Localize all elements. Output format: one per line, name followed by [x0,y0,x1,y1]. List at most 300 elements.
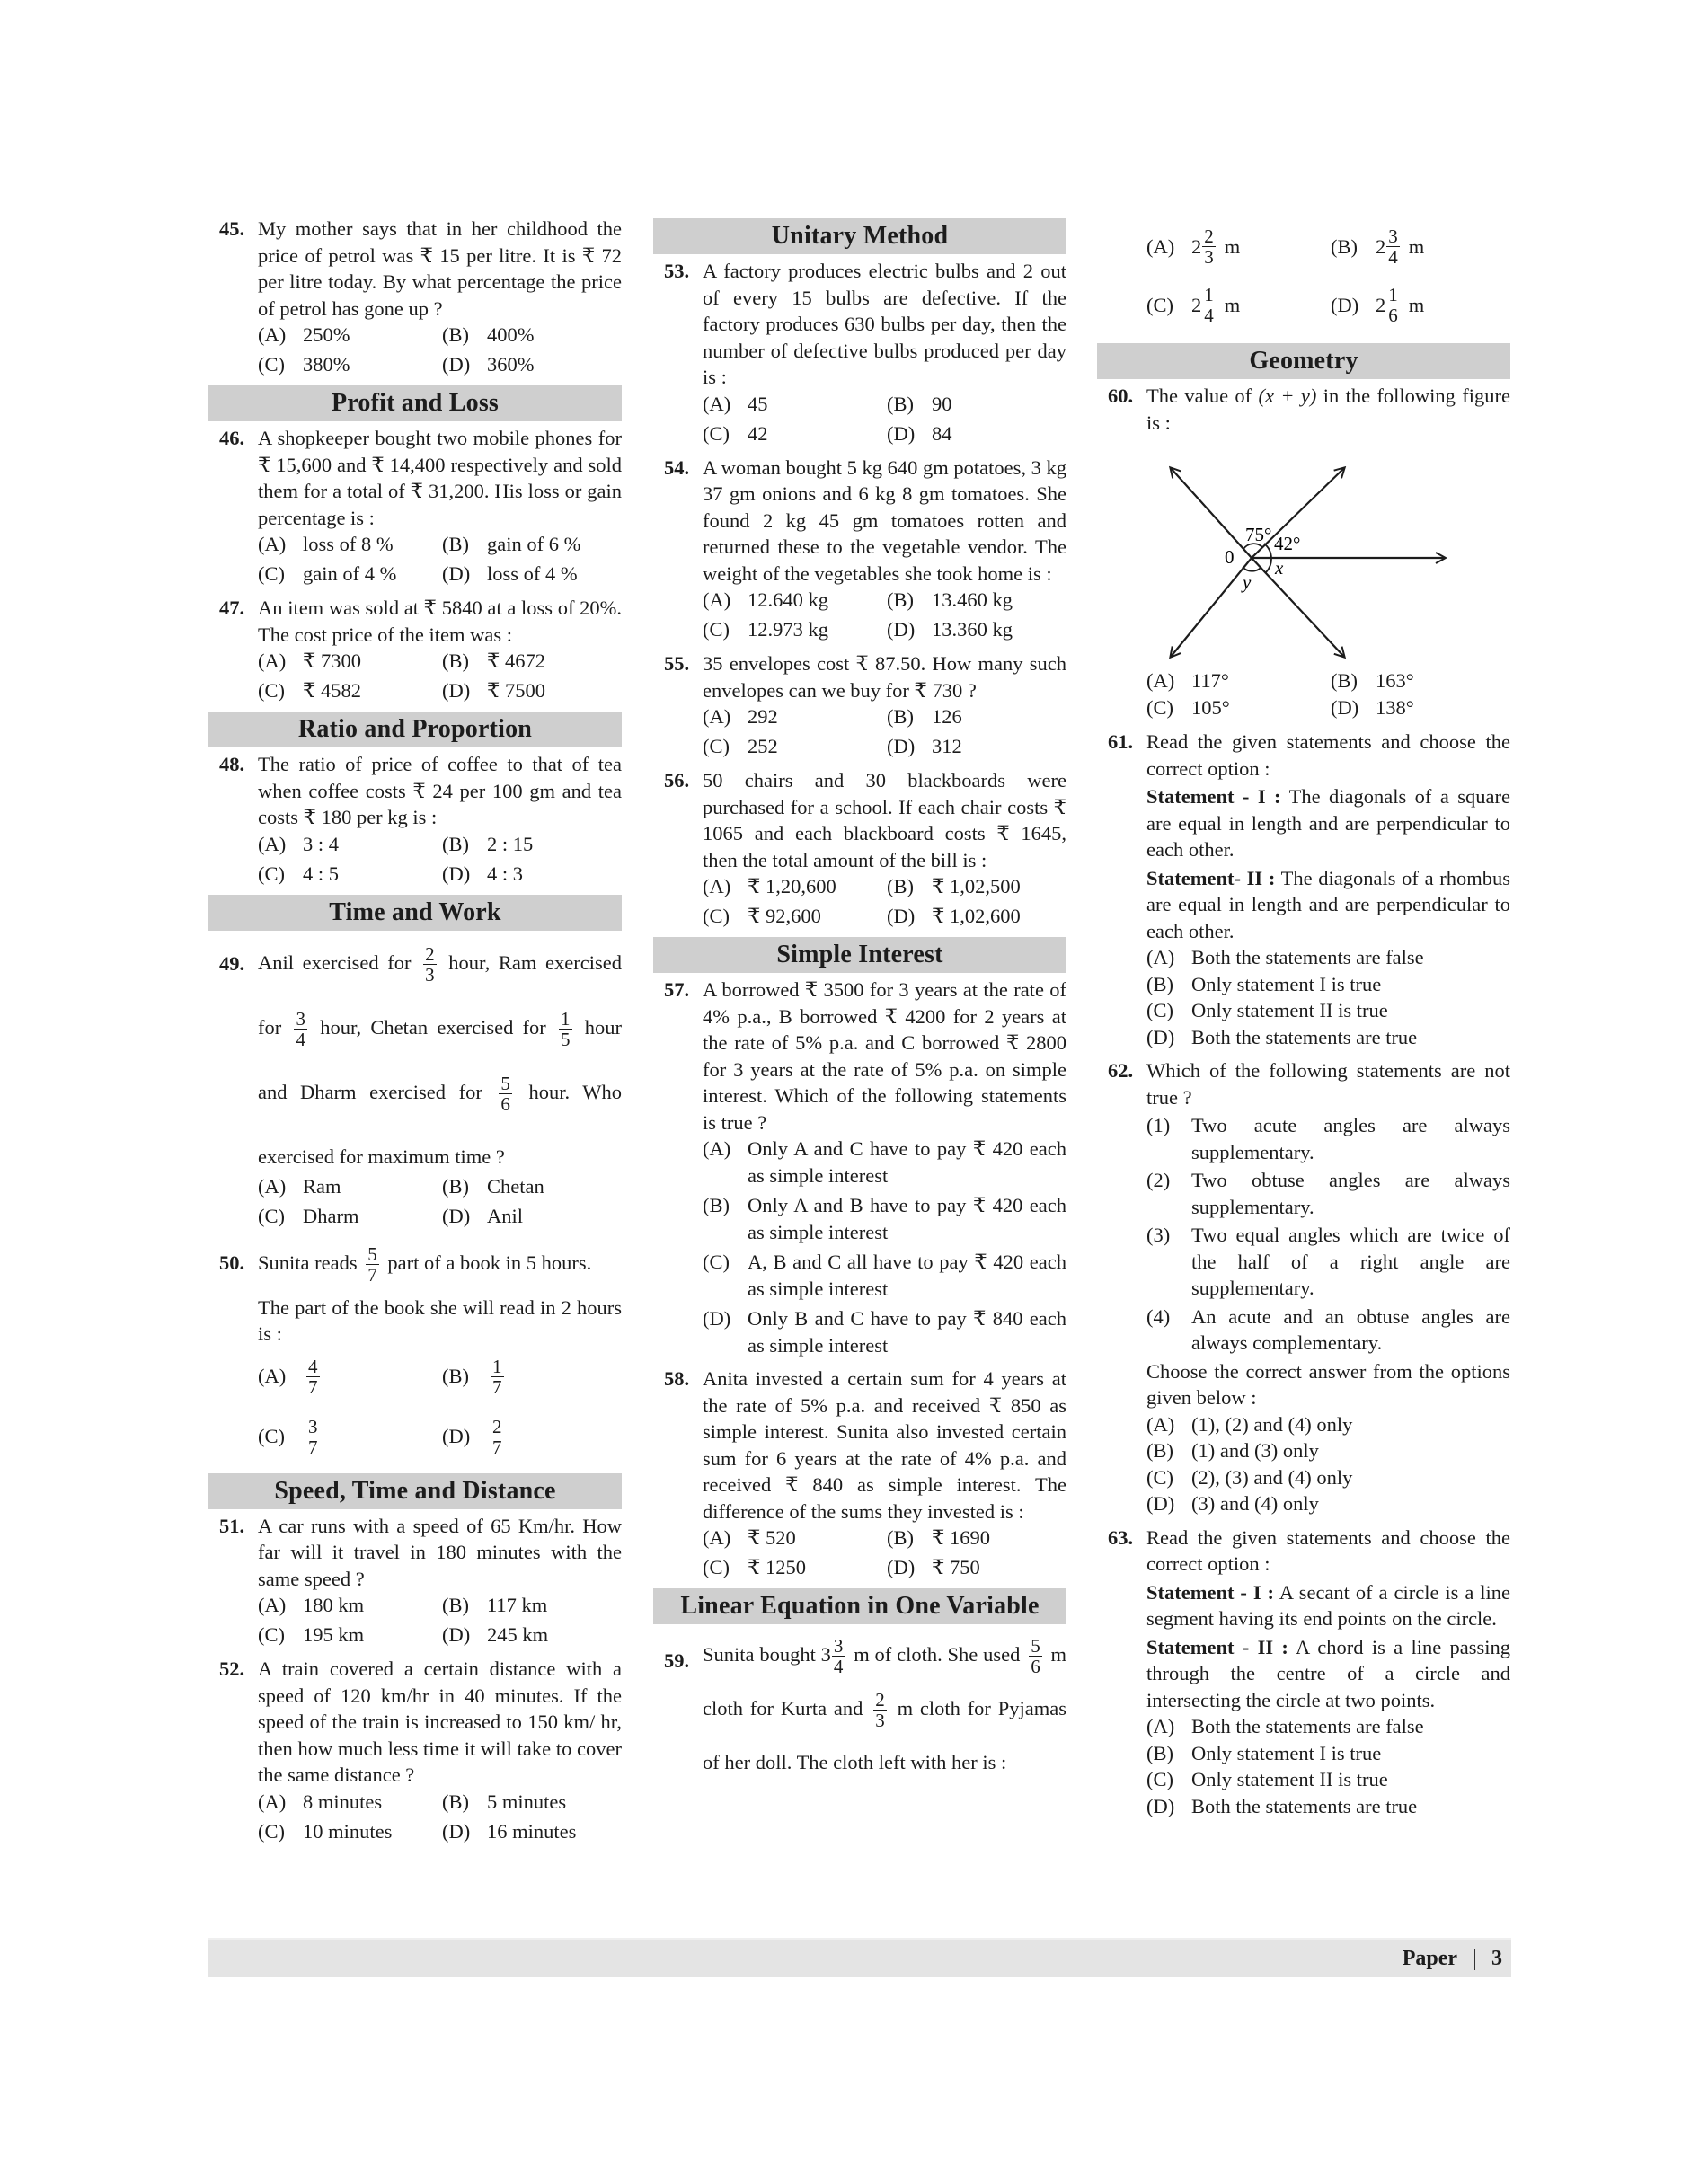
option-d[interactable] [1146,1793,1510,1820]
fraction-denominator: 7 [492,1375,502,1398]
options [703,1525,1066,1581]
option-label: (D) [887,905,916,927]
option-label: (A) [258,832,287,855]
option-text: 163° [1376,669,1414,692]
fraction [306,1417,320,1457]
question-46 [208,425,622,588]
question-number: 45. [219,217,245,240]
option-label: (B) [887,392,914,415]
question-number: 56. [664,769,690,791]
option-label: (D) [442,679,471,702]
question-number: 62. [1108,1059,1134,1082]
footer-label: Paper [1402,1947,1457,1970]
option-label: (A) [258,650,287,672]
question-text: The ratio of price of coffee to that of tea when coffee costs ₹ 24 per 100 gm and tea costs ₹ 180 per kg is : [258,753,622,828]
section-header-ratio-and-proportion: Ratio and Proportion [208,712,622,747]
option-a[interactable] [703,873,887,900]
option-text: 12.973 kg [748,618,828,641]
option-a[interactable] [258,1789,442,1816]
label-42: 42° [1274,533,1301,554]
options [258,1789,622,1845]
fraction-denominator: 4 [1204,305,1214,326]
fraction-numerator: 3 [308,1415,318,1437]
option-b[interactable] [887,1525,1071,1551]
option-text: Ram [303,1174,341,1198]
option-c[interactable] [258,1622,442,1649]
option-label: (B) [1146,1741,1173,1764]
option-label: (B) [442,1365,469,1387]
option-text: 4 : 3 [487,862,524,885]
option-text: 380% [303,353,350,376]
option-b[interactable] [1146,971,1510,998]
option-text: 117 km [487,1594,548,1616]
text-segment: hour, Ram exercised for [258,950,623,1039]
page-footer [208,1938,1511,1977]
unit: m [1224,293,1241,316]
line-nw-se [1171,468,1252,558]
option-text: ₹ 7300 [303,650,361,672]
unit: m [1408,234,1425,258]
option-d[interactable] [887,616,1071,643]
option-label: (B) [442,533,469,555]
text-segment: in the following figure is : [1146,385,1510,434]
option-a[interactable] [1146,226,1331,267]
option-label: (D) [442,562,471,585]
options [258,831,622,888]
statement-text: A chord is a line passing through the centre of a circle and intersecting the circle at two points. [1146,1635,1510,1711]
option-text: Both the statements are false [1191,946,1424,968]
text-segment: part of a book in 5 hours. [387,1251,592,1274]
option-label: (A) [703,392,731,415]
fraction-denominator: 4 [1388,246,1398,268]
question-number: 52. [219,1658,245,1680]
option-b[interactable] [887,703,1071,730]
option-text: 4 : 5 [303,862,340,885]
option-label: (A) [258,1365,287,1387]
question-60 [1097,383,1510,721]
fraction [1029,1636,1042,1676]
column-3 [1097,216,1510,1826]
option-d[interactable] [442,1818,626,1845]
question-number: 51. [219,1514,245,1537]
option-text: 105° [1191,696,1230,719]
fraction [366,1244,379,1285]
option-a[interactable] [703,587,887,614]
option-c[interactable] [258,1417,442,1457]
option-b[interactable] [442,1173,626,1200]
option-d[interactable] [1146,1490,1510,1517]
option-label: (A) [703,875,731,897]
question-49 [208,931,622,1230]
option-label: (C) [258,1819,285,1843]
option-text: loss of 4 % [487,562,578,585]
option-label: (C) [258,353,285,376]
label-75: 75° [1245,524,1272,545]
question-number: 50. [219,1251,245,1274]
option-text: ₹ 1250 [748,1556,806,1578]
unit: m [1224,234,1241,258]
option-b[interactable] [442,831,626,858]
text-segment: hour and Dharm exercised for [258,1015,623,1103]
text-segment: Sunita reads [258,1251,358,1274]
option-d[interactable] [1331,285,1510,325]
option-text: Both the statements are false [1191,1715,1424,1737]
fraction [1202,226,1216,267]
question-54 [653,455,1066,644]
option-text: 252 [748,735,778,757]
option-label: (D) [1331,696,1359,719]
option-d[interactable] [1331,694,1515,721]
options [1146,1713,1510,1819]
text-segment: m of cloth. She used [854,1643,1021,1666]
option-text: 3 : 4 [303,832,340,855]
option-text: ₹ 4672 [487,650,545,672]
option-b[interactable] [1146,1437,1510,1464]
option-text: 292 [748,705,778,728]
column-2 [653,218,1066,1797]
mixed-whole: 2 [1191,234,1202,258]
option-c[interactable] [1146,285,1331,325]
question-number: 47. [219,597,245,619]
question-number: 61. [1108,730,1134,753]
question-number: 59. [664,1649,690,1672]
text-segment: Anil exercised for [258,950,412,974]
option-label: (A) [1146,234,1175,258]
option-label: (B) [442,323,469,346]
question-text: A shopkeeper bought two mobile phones for ₹ 15,600 and ₹ 14,400 respectively and sold them for a total of ₹ 31,200. His loss or gain percentage is : [258,427,622,529]
option-d[interactable] [887,420,1071,447]
option-label: (D) [887,1556,916,1578]
option-d[interactable] [703,1305,1066,1358]
option-label: (B) [887,875,914,897]
option-label: (C) [1146,696,1173,719]
fraction-numerator: 2 [492,1415,502,1437]
section-header-unitary-method: Unitary Method [653,218,1066,254]
footer-divider [1474,1949,1476,1970]
option-d[interactable] [442,561,626,588]
fraction [1202,285,1216,325]
option-c[interactable] [258,561,442,588]
section-header-simple-interest: Simple Interest [653,937,1066,973]
options [258,531,622,588]
option-c[interactable] [703,616,887,643]
option-label: (B) [887,705,914,728]
option-b[interactable] [442,1357,626,1397]
question-number: 58. [664,1367,690,1390]
option-text: Only A and C have to pay ₹ 420 each as simple interest [748,1137,1066,1187]
section-header-profit-and-loss: Profit and Loss [208,385,622,421]
option-label: (C) [1146,1465,1173,1489]
item-label: (4) [1146,1304,1171,1328]
option-a[interactable] [1146,667,1331,694]
option-label: (B) [1146,972,1173,995]
option-a[interactable] [258,322,442,349]
fraction [873,1690,887,1730]
option-label: (D) [887,421,916,445]
fraction [1386,226,1400,267]
options [1146,944,1510,1050]
option-label: (D) [887,618,916,641]
option-text: ₹ 1,20,600 [748,875,836,897]
option-d[interactable] [442,1417,626,1457]
option-b[interactable] [887,391,1071,418]
option-c[interactable] [258,861,442,888]
options [703,1136,1066,1358]
option-c[interactable] [703,903,887,930]
option-label: (C) [1146,293,1173,316]
question-50 [208,1239,622,1457]
question-text: 50 chairs and 30 blackboards were purchased for a school. If each chair costs ₹ 1065 and each blackboard costs ₹ 1645, then the total amount of the bill is : [703,769,1066,871]
option-c[interactable] [703,1249,1066,1302]
fraction [832,1636,845,1676]
option-label: (B) [442,650,469,672]
option-c[interactable] [258,677,442,704]
option-text: ₹ 1690 [932,1526,990,1549]
question-number: 57. [664,978,690,1001]
option-b[interactable] [887,873,1071,900]
text-segment: Sunita bought [703,1643,816,1666]
fraction-numerator: 5 [367,1242,377,1265]
option-label: (D) [1331,293,1359,316]
fraction-denominator: 7 [308,1436,318,1458]
option-d[interactable] [442,351,626,378]
option-c[interactable] [703,733,887,760]
option-label: (A) [1146,946,1175,968]
option-b[interactable] [442,1789,626,1816]
fraction-numerator: 1 [1204,284,1214,305]
option-c[interactable] [703,1554,887,1581]
option-text: 138° [1376,696,1414,719]
option-a[interactable] [1146,1411,1510,1438]
option-a[interactable] [703,1525,887,1551]
question-59-options [1097,226,1510,325]
question-number: 46. [219,427,245,449]
option-label: (A) [258,1594,287,1616]
option-d[interactable] [442,861,626,888]
label-point-0: 0 [1225,546,1235,568]
option-c[interactable] [258,351,442,378]
option-b[interactable] [1146,1740,1510,1767]
option-a[interactable] [258,531,442,558]
option-text: 312 [932,735,962,757]
fraction-denominator: 4 [296,1028,305,1050]
option-text: 45 [748,392,768,415]
fraction-denominator: 3 [875,1710,885,1732]
option-a[interactable] [703,703,887,730]
options [703,703,1066,760]
fraction-denominator: 7 [367,1263,377,1286]
option-c[interactable] [1146,1766,1510,1793]
option-text: ₹ 4582 [303,679,361,702]
option-text: 245 km [487,1623,549,1646]
statement-label: Statement - I : [1146,1580,1275,1604]
question-text: A woman bought 5 kg 640 gm potatoes, 3 kg 37 gm onions and 6 kg 8 gm tomatoes. She found 2 kg 45 gm tomatoes rotten and returned these to the vegetable vendor. The weight of the vegetables she took home is : [703,455,1066,585]
text-segment: hour, Chetan exercised for [320,1015,546,1039]
option-label: (A) [703,1137,731,1160]
question-56 [653,767,1066,930]
fraction-numerator: 1 [561,1007,571,1030]
option-label: (B) [887,588,914,611]
question-text: A borrowed ₹ 3500 for 3 years at the rate of 4% p.a., B borrowed ₹ 4200 for 2 years at the rate of 5% p.a. and C borrowed ₹ 2800 for 3 years at the rate of 5% p.a. on simple interest. Which of the following statements is true ? [703,978,1066,1134]
statement-item [1146,1222,1510,1302]
option-text: A, B and C all have to pay ₹ 420 each as simple interest [748,1251,1066,1300]
option-text: (1), (2) and (4) only [1191,1412,1353,1436]
option-a[interactable] [258,831,442,858]
options [258,322,622,378]
option-c[interactable] [1146,694,1331,721]
item-label: (3) [1146,1224,1171,1246]
item-label: (2) [1146,1169,1171,1191]
option-text: 360% [487,353,535,376]
option-c[interactable] [1146,1464,1510,1491]
option-text: Both the statements are true [1191,1794,1418,1817]
options [1146,667,1510,721]
question-text-continued: The part of the book she will read in 2 hours is : [258,1295,622,1345]
instruction-text: Choose the correct answer from the options given below : [1146,1359,1510,1409]
options [258,648,622,704]
option-b[interactable] [442,648,626,675]
options [703,873,1066,930]
option-a[interactable] [703,1136,1066,1189]
option-text: (3) and (4) only [1191,1492,1319,1515]
fraction-denominator: 3 [425,963,435,986]
option-label: (D) [442,1204,471,1227]
option-text: 126 [932,705,962,728]
option-b[interactable] [887,587,1071,614]
option-label: (A) [258,1790,287,1813]
mixed-whole: 2 [1376,293,1386,316]
option-c[interactable] [703,420,887,447]
option-b[interactable] [442,1592,626,1619]
section-header-geometry: Geometry [1097,343,1510,379]
option-label: (C) [1146,999,1173,1021]
fraction-numerator: 3 [296,1007,305,1030]
option-label: (D) [442,353,471,376]
fraction [1386,285,1400,325]
question-58 [653,1366,1066,1581]
text-segment: m cloth for Kurta and [703,1643,1067,1719]
option-a[interactable] [258,1592,442,1619]
option-label: (B) [703,1194,730,1216]
option-c[interactable] [258,1818,442,1845]
question-number: 53. [664,260,690,282]
question-text: A train covered a certain distance with a speed of 120 km/hr in 40 minutes. If the speed of the train is increased to 150 km/ hr, then how much less time it will take to cover the same distance ? [258,1658,622,1786]
option-text: Only A and B have to pay ₹ 420 each as simple interest [748,1194,1066,1243]
option-a[interactable] [1146,1713,1510,1740]
option-text: Only statement II is true [1191,1768,1388,1790]
option-label: (C) [258,562,285,585]
option-label: (A) [1146,1412,1175,1436]
option-b[interactable] [442,531,626,558]
option-d[interactable] [887,903,1071,930]
expression: (x + y) [1258,385,1317,407]
option-label: (A) [258,323,287,346]
option-d[interactable] [1146,1024,1510,1051]
option-text: 84 [932,421,952,445]
text-segment: hour. Who exercised for maximum time ? [258,1080,622,1168]
option-a[interactable] [258,1357,442,1397]
item-text: Two acute angles are always supplementary. [1191,1114,1510,1163]
option-d[interactable] [887,733,1071,760]
option-a[interactable] [703,391,887,418]
option-d[interactable] [442,1622,626,1649]
option-label: (D) [442,1819,471,1843]
question-number: 48. [219,753,245,775]
option-text: 10 minutes [303,1819,393,1843]
text-segment: m cloth for Pyjamas of her doll. The cloth left with her is : [703,1697,1066,1773]
option-text: Only statement I is true [1191,1741,1382,1764]
option-b[interactable] [703,1192,1066,1245]
option-a[interactable] [1146,944,1510,971]
mixed-whole: 2 [1191,293,1202,316]
option-text: 13.360 kg [932,618,1013,641]
option-b[interactable] [1331,667,1515,694]
fraction-numerator: 3 [833,1635,844,1658]
question-text: Read the given statements and choose the correct option : [1146,730,1510,780]
option-c[interactable] [258,1203,442,1230]
statement-item [1146,1304,1510,1357]
fraction [491,1357,504,1397]
option-text: ₹ 92,600 [748,905,821,927]
option-label: (C) [703,1251,730,1273]
item-text: Two equal angles which are twice of the half of a right angle are supplementary. [1191,1224,1510,1299]
question-62 [1097,1057,1510,1517]
fraction-numerator: 5 [1031,1635,1040,1658]
option-text: loss of 8 % [303,533,394,555]
option-c[interactable] [1146,997,1510,1024]
option-label: (C) [258,1204,285,1227]
option-text: (1) and (3) only [1191,1439,1319,1462]
section-header-time-and-work: Time and Work [208,895,622,931]
option-a[interactable] [258,648,442,675]
option-text: Dharm [303,1204,359,1227]
question-text: An item was sold at ₹ 5840 at a loss of 20%. The cost price of the item was : [258,597,622,646]
question-number: 63. [1108,1525,1134,1549]
question-text: A factory produces electric bulbs and 2 out of every 15 bulbs are defective. If the factory produces 630 bulbs per day, then the number of defective bulbs produced per day is : [703,260,1066,388]
page-number: 3 [1491,1947,1502,1970]
statement-1 [1146,783,1510,863]
statement-item [1146,1112,1510,1165]
text-segment: The value of [1146,385,1252,407]
angle-figure [1142,436,1506,667]
label-y: y [1243,571,1252,593]
option-text: 2 : 15 [487,832,534,855]
option-text: 400% [487,323,535,346]
fraction-numerator: 5 [500,1072,510,1094]
question-text: Read the given statements and choose the correct option : [1146,1525,1510,1575]
option-d[interactable] [442,677,626,704]
option-label: (C) [703,735,730,757]
option-b[interactable] [1331,226,1510,267]
item-text: Two obtuse angles are always supplementary. [1191,1169,1510,1218]
option-b[interactable] [442,322,626,349]
options [258,1173,622,1230]
fraction-denominator: 4 [833,1656,844,1678]
option-a[interactable] [258,1173,442,1200]
question-48 [208,751,622,888]
option-label: (C) [258,1623,285,1646]
option-d[interactable] [887,1554,1071,1581]
option-text: 16 minutes [487,1819,577,1843]
option-text: (2), (3) and (4) only [1191,1465,1353,1489]
option-text: 250% [303,323,350,346]
fraction [306,1357,320,1397]
option-text: 195 km [303,1623,365,1646]
option-d[interactable] [442,1203,626,1230]
options [1146,1411,1510,1517]
option-label: (C) [703,905,730,927]
option-text: Both the statements are true [1191,1025,1418,1048]
